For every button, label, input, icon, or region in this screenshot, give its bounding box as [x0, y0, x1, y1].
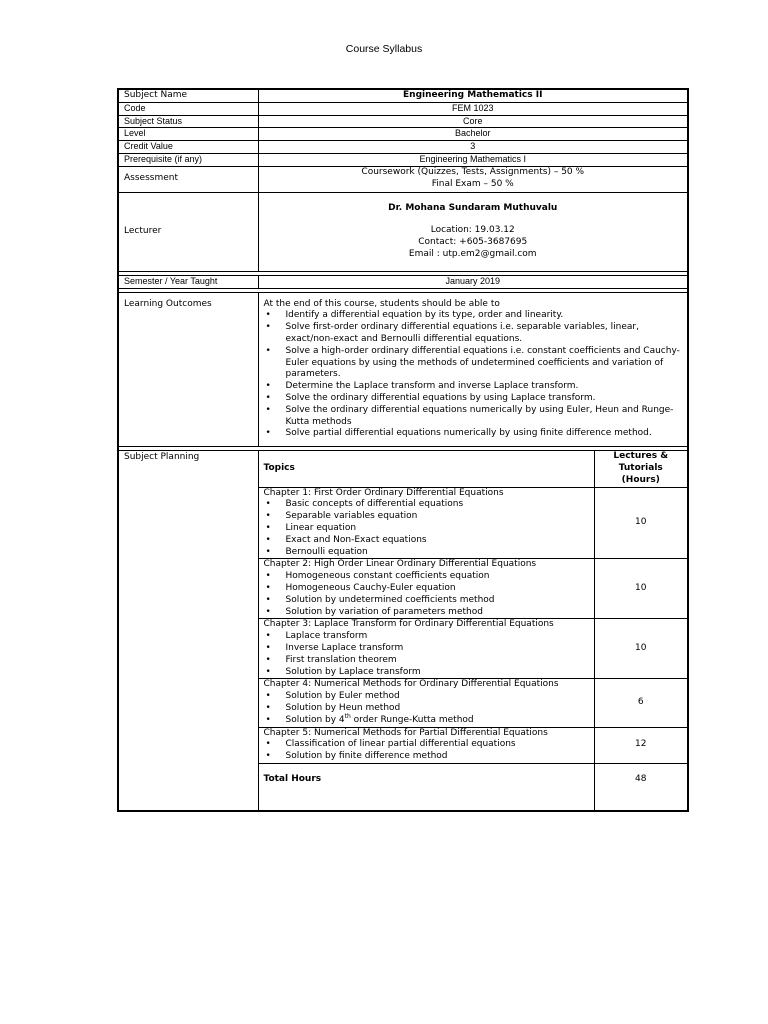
outcomes-list — [264, 310, 683, 440]
planning-value — [258, 451, 688, 812]
chapter-item: • First translation theorem — [264, 655, 589, 667]
chapter-topics — [259, 727, 595, 763]
planning-header-row — [259, 451, 688, 487]
outcomes-label: Learning Outcomes — [118, 292, 258, 447]
hours-header: Lectures & Tutorials (Hours) — [594, 451, 687, 487]
level-label: Level — [118, 128, 258, 141]
rk-superscript: th — [344, 712, 351, 720]
assessment-coursework: Coursework (Quizzes, Tests, Assignments) – 50 % — [361, 167, 585, 178]
row-semester — [118, 275, 688, 288]
chapter-hours: 12 — [594, 727, 687, 763]
chapter-item: • Bernoulli equation — [264, 547, 589, 559]
semester-label: Semester / Year Taught — [118, 275, 258, 288]
topics-header: Topics — [259, 451, 595, 487]
total-hours-value: 48 — [594, 763, 687, 810]
outcome-item: • Solve a high-order ordinary differential equations i.e. constant coefficients and Cauchy-Euler equations by using the methods of undetermined coefficients and variation of parameters. — [264, 346, 683, 381]
credit-label: Credit Value — [118, 141, 258, 154]
chapter-topics — [259, 559, 595, 619]
lecturer-label: Lecturer — [118, 192, 258, 271]
chapter-items — [264, 691, 589, 726]
outcome-item: • Solve the ordinary differential equations by using Laplace transform. — [264, 393, 683, 405]
chapter-items — [264, 631, 589, 678]
chapter-items — [264, 739, 589, 763]
planning-table — [259, 451, 688, 810]
chapter-row — [259, 487, 688, 559]
chapter-row — [259, 679, 688, 727]
lecturer-name: Dr. Mohana Sundaram Muthuvalu — [388, 202, 558, 213]
chapter-item: • Solution by Laplace transform — [264, 667, 589, 679]
row-status — [118, 115, 688, 128]
code-label: Code — [118, 102, 258, 115]
subject-name-label: Subject Name — [118, 89, 258, 102]
chapter-items — [264, 571, 589, 618]
chapter-item: • Solution by finite difference method — [264, 751, 589, 763]
assessment-label: Assessment — [118, 166, 258, 192]
planning-label: Subject Planning — [118, 451, 258, 812]
outcome-item: • Solve first-order ordinary differential equations i.e. separable variables, linear, exact/non-exact and Bernoulli differential equations. — [264, 322, 683, 346]
prereq-label: Prerequisite (if any) — [118, 153, 258, 166]
chapter-title: Chapter 5: Numerical Methods for Partial Differential Equations — [263, 727, 548, 738]
chapter-item: • Solution by Euler method — [264, 691, 589, 703]
total-row — [259, 763, 688, 810]
chapter-title: Chapter 4: Numerical Methods for Ordinary Differential Equations — [263, 679, 559, 690]
chapter-title: Chapter 2: High Order Linear Ordinary Differential Equations — [263, 559, 537, 570]
credit-value: 3 — [258, 141, 688, 154]
row-planning — [118, 451, 688, 812]
outcomes-value — [258, 292, 688, 447]
outcomes-intro: At the end of this course, students should be able to — [263, 298, 500, 309]
lecturer-value — [258, 192, 688, 271]
prereq-value: Engineering Mathematics I — [258, 153, 688, 166]
rk-prefix: Solution by 4 — [285, 714, 345, 725]
total-hours-label: Total Hours — [259, 763, 595, 810]
chapter-row — [259, 619, 688, 679]
chapter-item — [264, 712, 589, 727]
chapter-item: • Exact and Non-Exact equations — [264, 535, 589, 547]
row-prereq — [118, 153, 688, 166]
row-code — [118, 102, 688, 115]
chapter-hours: 10 — [594, 619, 687, 679]
chapter-item: • Basic concepts of differential equations — [264, 499, 589, 511]
chapter-item: • Solution by undetermined coefficients method — [264, 595, 589, 607]
chapter-item: • Solution by variation of parameters method — [264, 607, 589, 619]
document-title: Course Syllabus — [345, 43, 423, 55]
row-subject-name — [118, 89, 688, 102]
outcome-item: • Solve partial differential equations numerically by using finite difference method. — [264, 428, 683, 440]
assessment-value — [258, 166, 688, 192]
row-outcomes — [118, 292, 688, 447]
lecturer-contact: Contact: +605-3687695 — [418, 237, 528, 248]
chapter-topics — [259, 487, 595, 559]
chapter-row — [259, 727, 688, 763]
code-value: FEM 1023 — [258, 102, 688, 115]
chapter-hours: 6 — [594, 679, 687, 727]
chapter-row — [259, 559, 688, 619]
outcome-item: • Identify a differential equation by its type, order and linearity. — [264, 310, 683, 322]
outcome-item: • Solve the ordinary differential equations numerically by using Euler, Heun and Runge-Kutta methods — [264, 405, 683, 429]
row-level — [118, 128, 688, 141]
chapter-item: • Homogeneous constant coefficients equation — [264, 571, 589, 583]
row-credit — [118, 141, 688, 154]
chapter-item: • Inverse Laplace transform — [264, 643, 589, 655]
outcome-item: • Determine the Laplace transform and inverse Laplace transform. — [264, 381, 683, 393]
chapter-topics — [259, 679, 595, 727]
chapter-item: • Separable variables equation — [264, 511, 589, 523]
rk-suffix: order Runge-Kutta method — [350, 714, 474, 725]
chapter-title: Chapter 3: Laplace Transform for Ordinary Differential Equations — [263, 619, 554, 630]
chapter-item: • Linear equation — [264, 523, 589, 535]
semester-value: January 2019 — [258, 275, 688, 288]
chapter-title: Chapter 1: First Order Ordinary Differential Equations — [263, 487, 504, 498]
row-lecturer — [118, 192, 688, 271]
assessment-final: Final Exam – 50 % — [431, 179, 514, 190]
chapter-topics — [259, 619, 595, 679]
chapter-item: • Classification of linear partial differential equations — [264, 739, 589, 751]
chapter-item: • Homogeneous Cauchy-Euler equation — [264, 583, 589, 595]
lecturer-location: Location: 19.03.12 — [430, 225, 515, 236]
chapter-item: • Solution by Heun method — [264, 703, 589, 715]
level-value: Bachelor — [258, 128, 688, 141]
subject-name-value: Engineering Mathematics II — [258, 89, 688, 102]
chapter-hours: 10 — [594, 487, 687, 559]
chapter-item: • Laplace transform — [264, 631, 589, 643]
lecturer-email: Email : utp.em2@gmail.com — [408, 249, 537, 260]
chapter-items — [264, 499, 589, 558]
chapter-hours: 10 — [594, 559, 687, 619]
row-assessment — [118, 166, 688, 192]
syllabus-table — [117, 88, 689, 812]
status-label: Subject Status — [118, 115, 258, 128]
status-value: Core — [258, 115, 688, 128]
